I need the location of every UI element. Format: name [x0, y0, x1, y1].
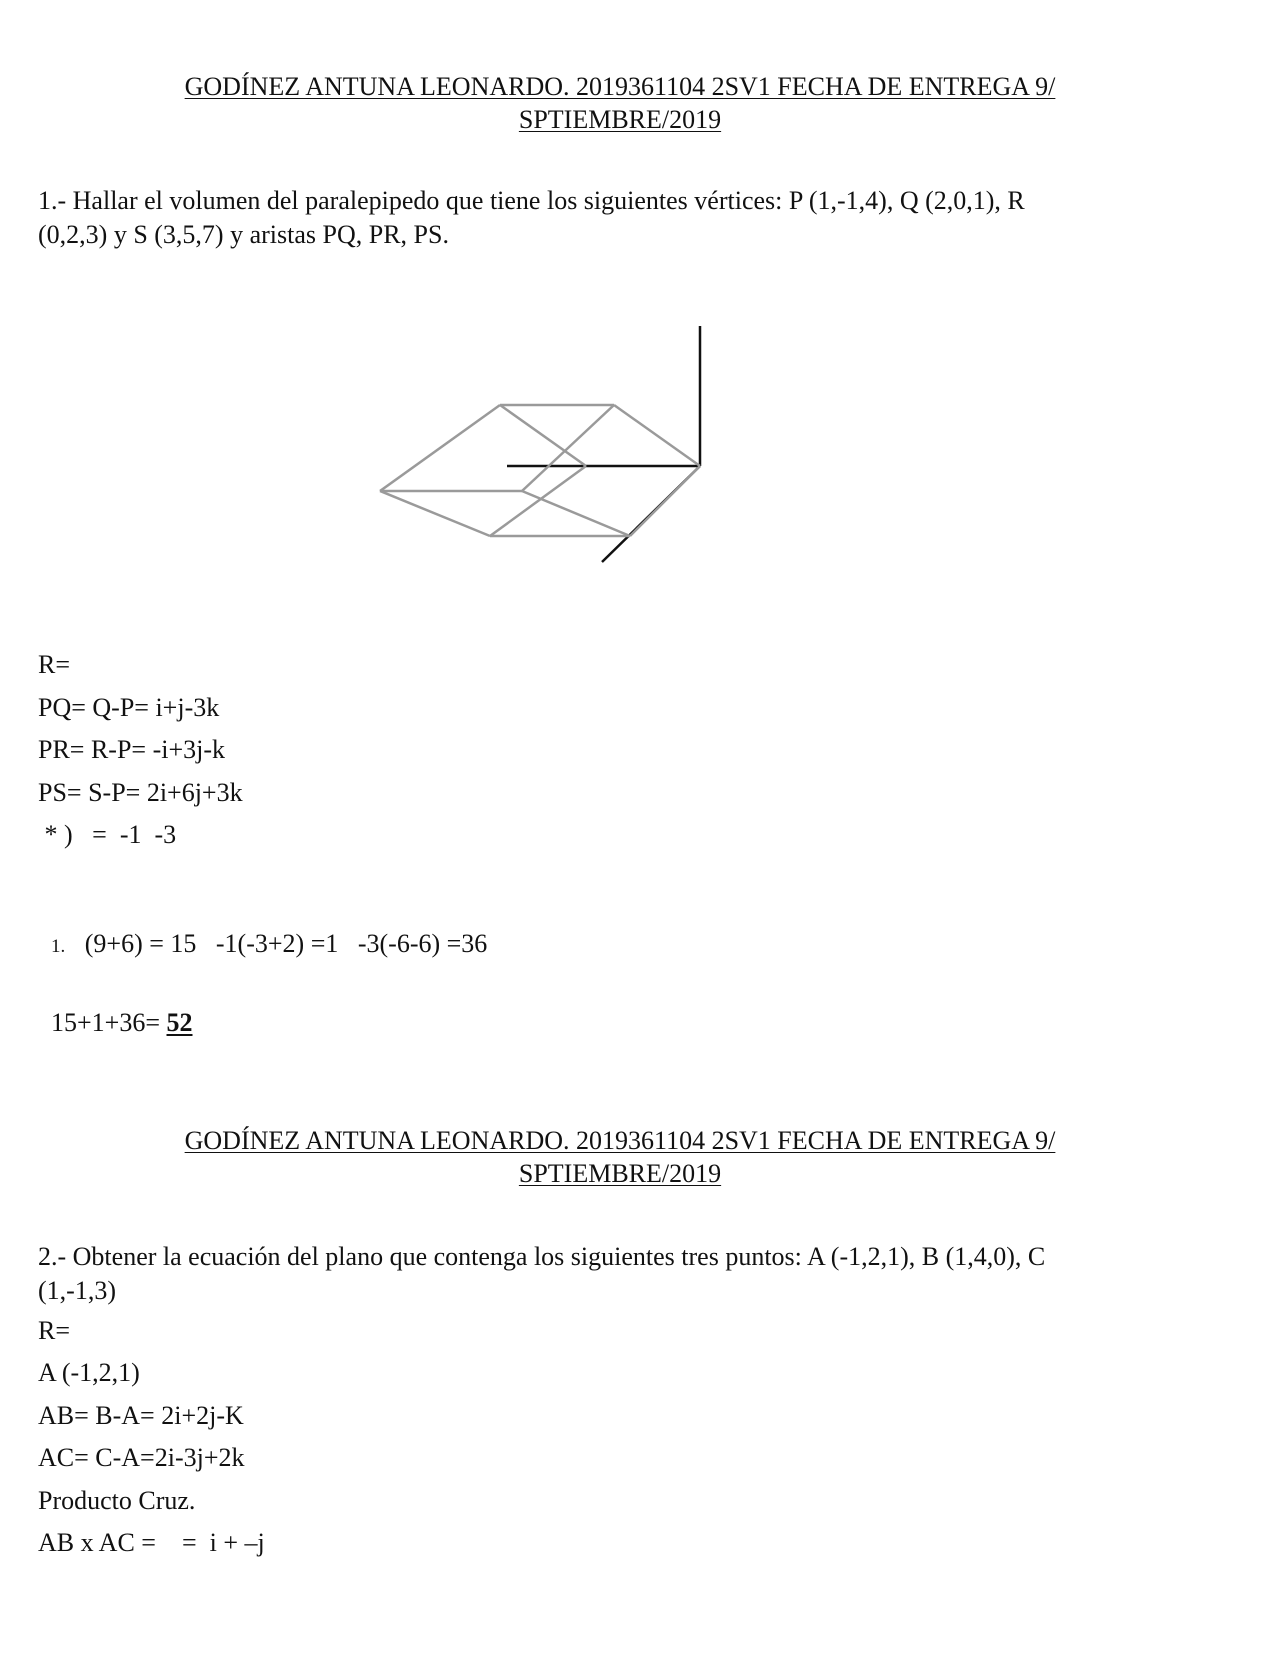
header-line-1: GODÍNEZ ANTUNA LEONARDO. 2019361104 2SV1 FECHA DE ENTREGA 9/ — [184, 72, 1056, 101]
header-2-line-1: GODÍNEZ ANTUNA LEONARDO. 2019361104 2SV1 FECHA DE ENTREGA 9/ — [184, 1126, 1056, 1155]
problem-2-r-label: R= — [38, 1316, 71, 1345]
pr-vector: PR= R-P= -i+3j-k — [38, 735, 226, 764]
page-header-2 — [100, 1124, 1140, 1190]
header-line-2: SPTIEMBRE/2019 — [518, 105, 722, 134]
header-2-line-2: SPTIEMBRE/2019 — [518, 1159, 722, 1188]
problem-1-statement-line-2: (0,2,3) y S (3,5,7) y aristas PQ, PR, PS. — [38, 220, 449, 249]
problem-2-statement — [38, 1240, 1045, 1308]
volume-sum — [38, 978, 193, 1038]
point-a: A (-1,2,1) — [38, 1358, 140, 1387]
parallelepiped-edges — [380, 405, 700, 536]
problem-2-statement-line-2: (1,-1,3) — [38, 1276, 116, 1305]
cross-product-label: Producto Cruz. — [38, 1486, 196, 1515]
problem-1-statement-line-1: 1.- Hallar el volumen del paralepipedo que tiene los siguientes vértices: P (1,-1,4), Q (2,0,1), R — [38, 186, 1025, 215]
ps-vector: PS= S-P= 2i+6j+3k — [38, 778, 243, 807]
parallelepiped-diagram — [0, 0, 1280, 600]
ac-vector: AC= C-A=2i-3j+2k — [38, 1443, 245, 1472]
list-number: 1. — [51, 936, 66, 957]
ab-vector: AB= B-A= 2i+2j-K — [38, 1401, 244, 1430]
problem-1-r-label: R= — [38, 650, 71, 679]
expansion-list-item — [38, 899, 487, 962]
cross-product-result: AB x AC = = i + –j — [38, 1528, 265, 1557]
determinant-line: * ) = -1 -3 — [38, 820, 177, 849]
expansion-text: (9+6) = 15 -1(-3+2) =1 -3(-6-6) =36 — [84, 929, 488, 958]
volume-result: 52 — [166, 1008, 193, 1037]
pq-vector: PQ= Q-P= i+j-3k — [38, 693, 220, 722]
sum-expression: 15+1+36= — [51, 1008, 167, 1037]
problem-2-statement-line-1: 2.- Obtener la ecuación del plano que contenga los siguientes tres puntos: A (-1,2,1), B (1,4,0), C — [38, 1242, 1046, 1271]
